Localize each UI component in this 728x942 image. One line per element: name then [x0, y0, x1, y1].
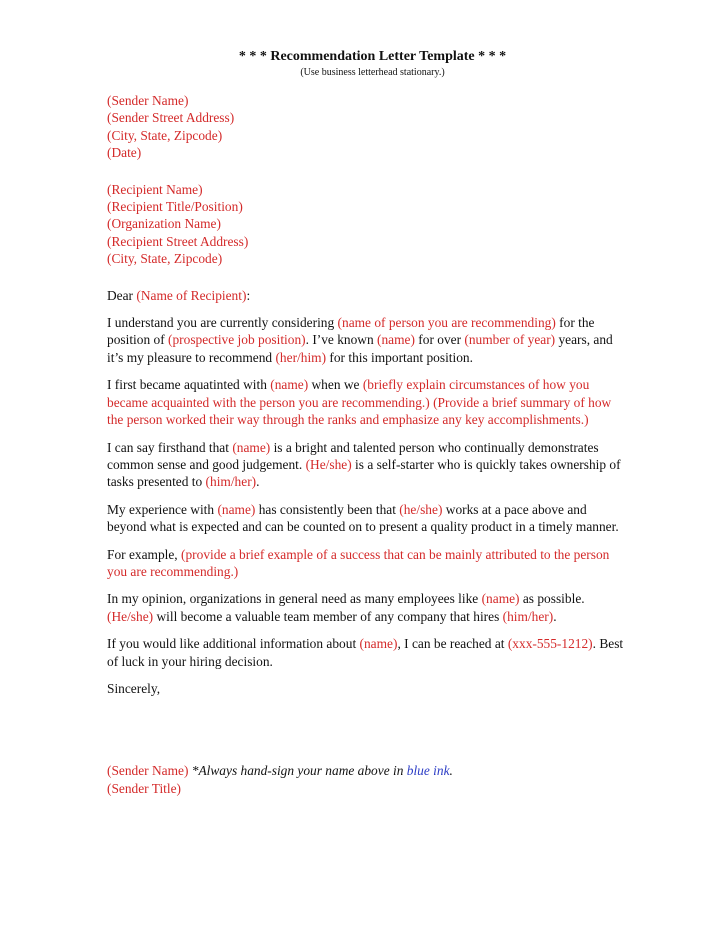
signature-block [107, 762, 628, 797]
signature-sender-title: (Sender Title) [107, 780, 182, 796]
sender-date: (Date) [107, 145, 142, 161]
paragraph-example: For example, (provide a brief example of a success that can be mainly attributed to the person you are recommending.) [107, 546, 610, 579]
paragraph-experience: My experience with (name) has consistently been that (he/she) works at a pace above and beyond what is expected and can be counted on to present a quality product in a timely manner. [107, 501, 619, 535]
salutation: Dear (Name of Recipient): [107, 287, 251, 303]
recipient-city-state-zip: (City, State, Zipcode) [107, 251, 223, 267]
paragraph-acquaintance: I first became aquatinted with (name) when we (briefly explain circumstances of how you became acquainted with the person you are recommending.) (Provide a brief summary of how the person worked their way through the ranks and emphasize any key accomplishments.) [107, 377, 612, 428]
signature-sender-name: (Sender Name) [107, 763, 189, 779]
recipient-name: (Recipient Name) [107, 181, 203, 197]
closing: Sincerely, [107, 680, 161, 696]
sender-name: (Sender Name) [107, 93, 189, 108]
paragraph-contact: If you would like additional information about (name), I can be reached at (xxx-555-1212). Best of luck in your hiring decision. [107, 636, 624, 669]
page-title: * * * Recommendation Letter Template * * * [238, 49, 507, 64]
signature-note: *Always hand-sign your name above in [188, 763, 407, 779]
paragraph-opinion: In my opinion, organizations in general need as many employees like (name) as possible. (He/she) will become a valuable team member of any company that hires (him/her). [107, 591, 585, 624]
recipient-title: (Recipient Title/Position) [107, 199, 243, 215]
signature-space [107, 707, 628, 762]
recipient-organization: (Organization Name) [107, 216, 221, 232]
recipient-address-block [107, 181, 628, 268]
sender-street-address: (Sender Street Address) [107, 110, 235, 126]
sender-city-state-zip: (City, State, Zipcode) [107, 127, 223, 143]
sender-address-block [107, 92, 628, 162]
recipient-placeholder: (Name of Recipient) [136, 287, 247, 303]
recipient-street-address: (Recipient Street Address) [107, 233, 249, 249]
signature-line: (Sender Name) *Always hand-sign your name above in blue ink. [107, 763, 453, 779]
blue-ink-text: blue ink [406, 763, 450, 779]
paragraph-qualities: I can say firsthand that (name) is a bright and talented person who continually demonstrates common sense and good judgement. (He/she) is a self-starter who is quickly takes ownership of tasks presented to (him/her). [107, 439, 621, 490]
page-subtitle: (Use business letterhead stationary.) [300, 67, 445, 78]
paragraph-introduction: I understand you are currently considering (name of person you are recommending) for the position of (prospective job position). I’ve known (name) for over (number of year) years, and it’s my pleasure to recommend (her/him) for this important position. [107, 315, 613, 365]
